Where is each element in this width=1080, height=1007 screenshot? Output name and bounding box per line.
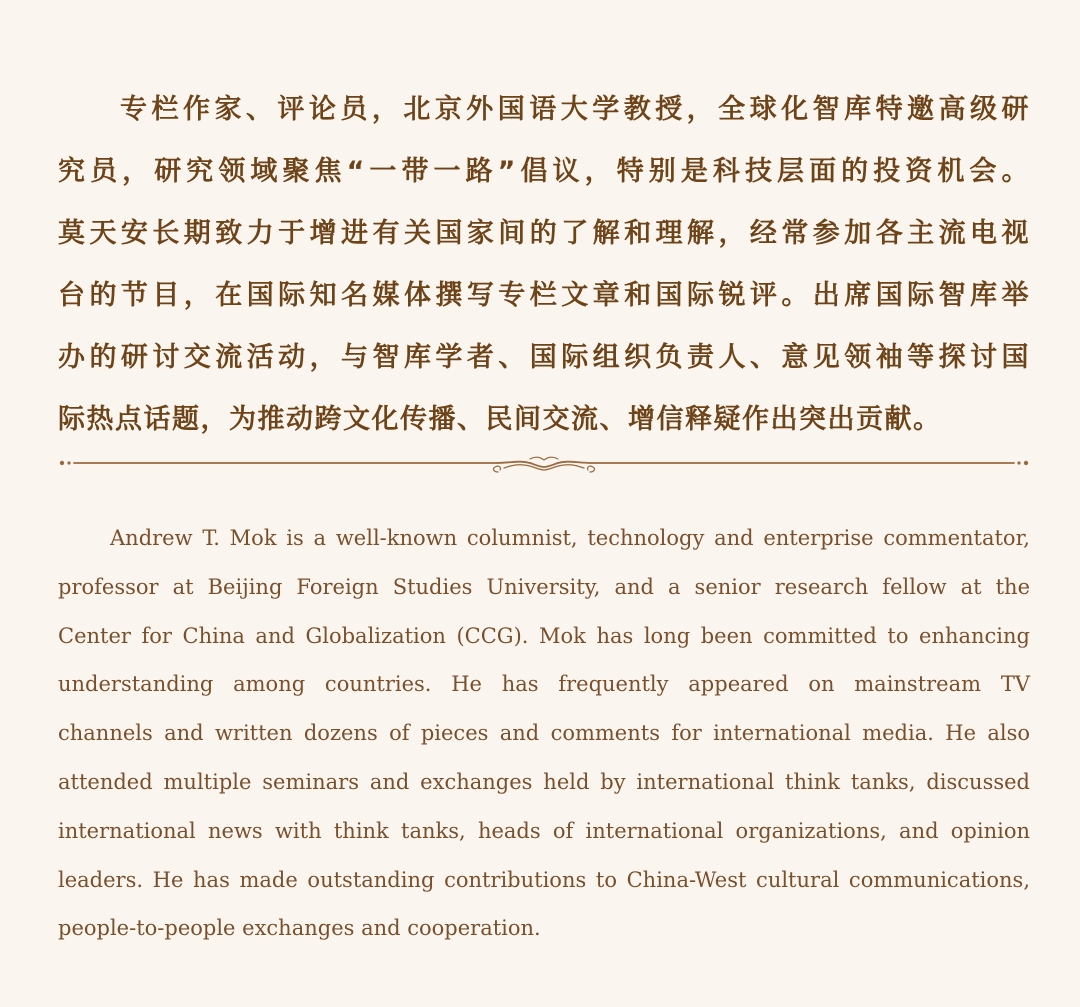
english-bio-line: people-to-people exchanges and cooperation. [58,916,541,941]
chinese-bio-line: 专栏作家、评论员，北京外国语大学教授，全球化智库特邀高级研 [120,94,1030,125]
chinese-bio-line: 办的研讨交流活动，与智库学者、国际组织负责人、意见领袖等探讨国 [58,342,1030,373]
chinese-bio-line: 台的节目，在国际知名媒体撰写专栏文章和国际锐评。出席国际智库举 [58,280,1030,311]
english-biography [58,518,1030,957]
chinese-bio-line: 莫天安长期致力于增进有关国家间的了解和理解，经常参加各主流电视 [58,218,1030,249]
english-bio-line: understanding among countries. He has frequently appeared on mainstream TV [58,672,1030,697]
english-bio-line: leaders. He has made outstanding contributions to China-West cultural communications, [58,867,1030,892]
english-bio-line: professor at Beijing Foreign Studies University, and a senior research fellow at the [58,574,1030,599]
chinese-bio-line: 际热点话题，为推动跨文化传播、民间交流、增信释疑作出突出贡献。 [58,404,942,435]
english-bio-line: channels and written dozens of pieces and comments for international media. He also [58,721,1030,746]
english-bio-line: Center for China and Globalization (CCG). Mok has long been committed to enhancing [58,623,1030,648]
chinese-bio-line: 究员，研究领域聚焦“一带一路”倡议，特别是科技层面的投资机会。 [58,156,1030,187]
english-bio-line: attended multiple seminars and exchanges held by international think tanks, discussed [58,769,1030,794]
english-bio-line: international news with think tanks, heads of international organizations, and opinion [58,818,1030,843]
english-bio-line: Andrew T. Mok is a well-known columnist, technology and enterprise commentator, [110,526,1030,550]
chinese-biography [58,84,1030,456]
ornamental-divider [58,452,1030,478]
